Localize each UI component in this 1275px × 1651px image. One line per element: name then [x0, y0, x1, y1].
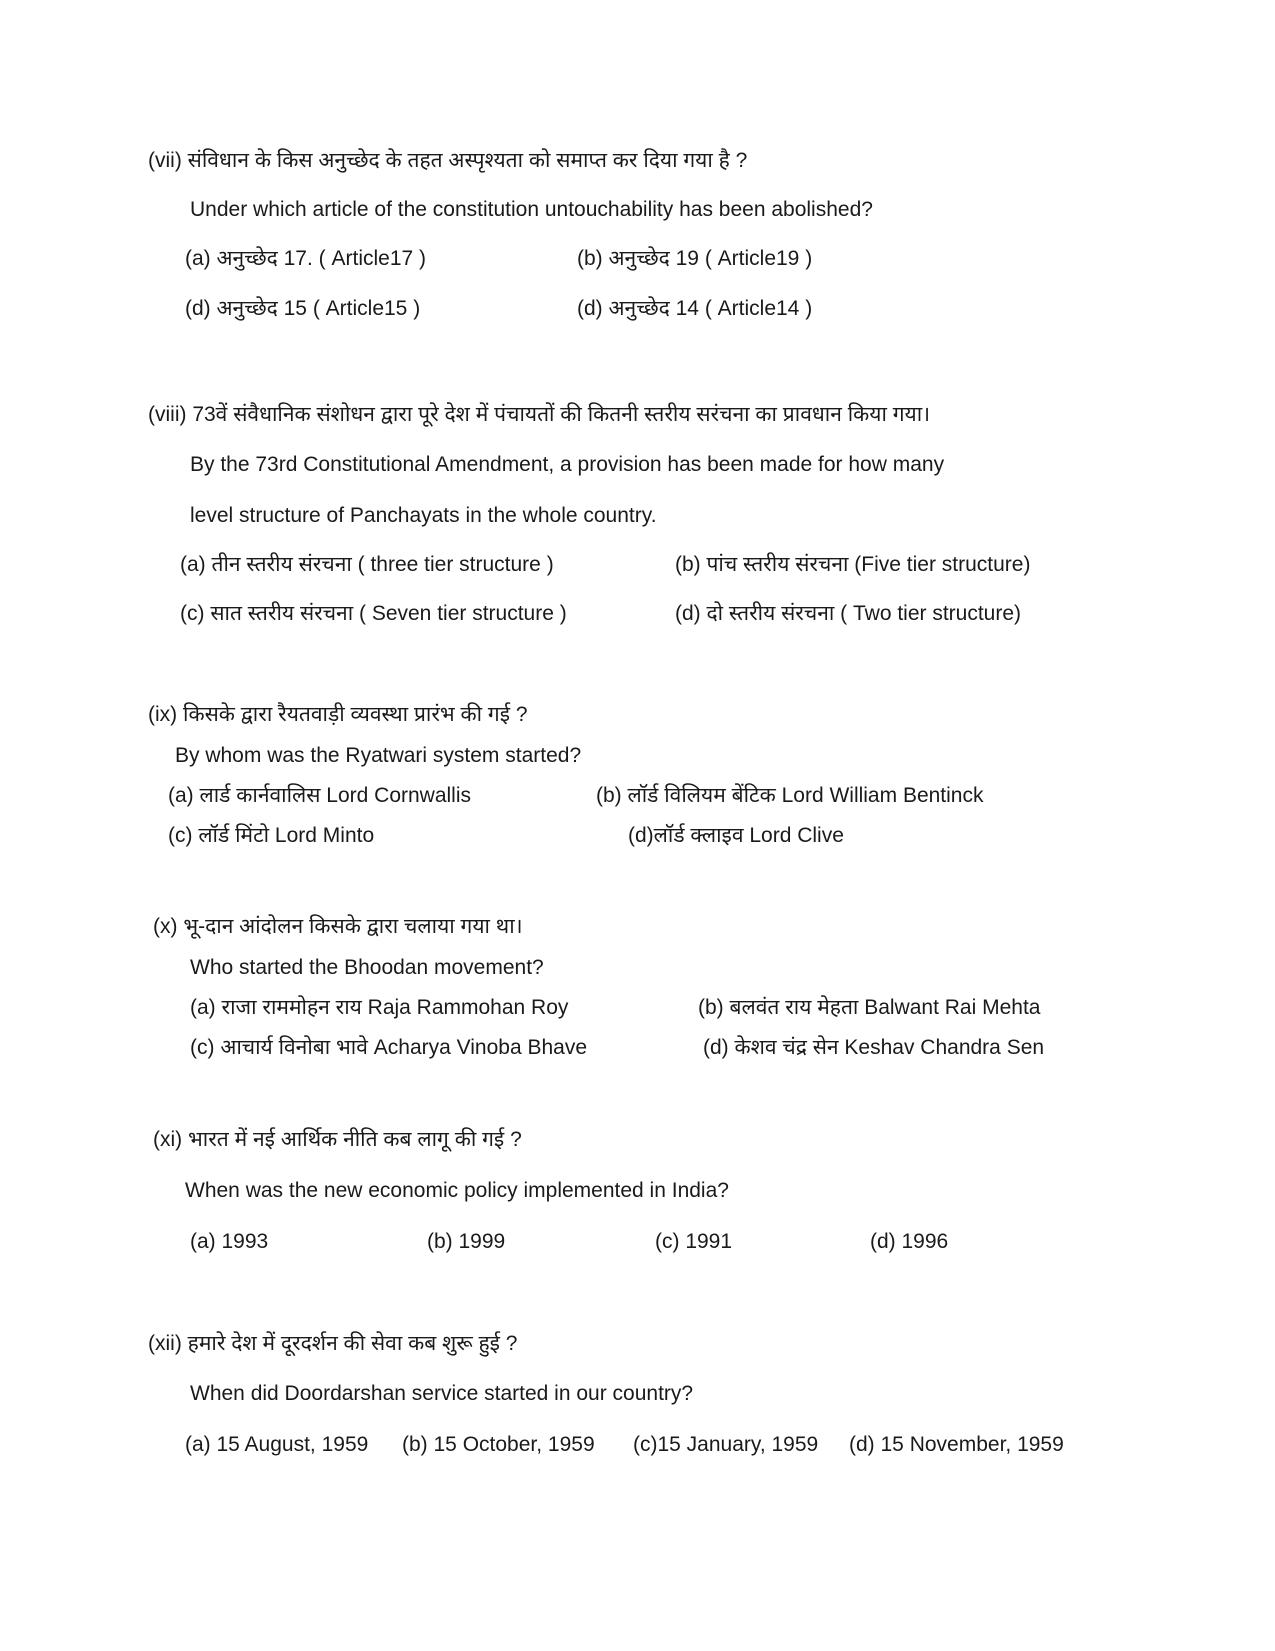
option-c: (c) लॉर्ड मिंटो Lord Minto — [168, 824, 375, 847]
option-d: (d) 15 November, 1959 — [849, 1433, 1064, 1456]
question-hindi: 73वें संवैधानिक संशोधन द्वारा पूरे देश में पंचायतों की कितनी स्तरीय सरंचना का प्रावधान किया गया। — [192, 403, 931, 426]
option-c: (d) अनुच्छेद 15 ( Article15 ) — [185, 297, 421, 320]
question-english: Under which article of the constitution untouchability has been abolished? — [190, 198, 873, 221]
option-a: (a) 1993 — [190, 1230, 269, 1253]
option-d: (d) 1996 — [870, 1230, 949, 1253]
option-d: (d) केशव चंद्र सेन Keshav Chandra Sen — [703, 1036, 1045, 1059]
question-english: By whom was the Ryatwari system started? — [175, 744, 582, 767]
option-b: (b) बलवंत राय मेहता Balwant Rai Mehta — [698, 996, 1041, 1019]
option-c: (c) सात स्तरीय संरचना ( Seven tier structure ) — [180, 602, 567, 625]
question-number: (x) — [153, 915, 178, 938]
option-b: (b) 15 October, 1959 — [402, 1433, 595, 1456]
option-d: (d) दो स्तरीय संरचना ( Two tier structure) — [675, 602, 1022, 625]
question-heading — [148, 401, 930, 429]
question-heading — [148, 701, 528, 729]
question-english: Who started the Bhoodan movement? — [190, 956, 544, 979]
option-a: (a) अनुच्छेद 17. ( Article17 ) — [185, 247, 427, 270]
option-b: (b) पांच स्तरीय संरचना (Five tier structure) — [675, 553, 1031, 576]
option-c: (c) 1991 — [655, 1230, 733, 1253]
question-number: (xi) — [153, 1128, 183, 1151]
option-a: (a) लार्ड कार्नवालिस Lord Cornwallis — [168, 784, 472, 807]
question-number: (viii) — [148, 403, 187, 426]
option-a: (a) 15 August, 1959 — [185, 1433, 369, 1456]
question-hindi: किसके द्वारा रैयतवाड़ी व्यवस्था प्रारंभ की गई ? — [183, 703, 528, 726]
question-hindi: संविधान के किस अनुच्छेद के तहत अस्पृश्यता को समाप्त कर दिया गया है ? — [187, 149, 748, 172]
question-number: (ix) — [148, 703, 178, 726]
option-c: (c) आचार्य विनोबा भावे Acharya Vinoba Bhave — [190, 1036, 588, 1059]
question-hindi: भारत में नई आर्थिक नीति कब लागू की गई ? — [188, 1128, 522, 1151]
question-hindi: हमारे देश में दूरदर्शन की सेवा कब शुरू हुई ? — [187, 1332, 518, 1355]
question-heading — [148, 1330, 517, 1358]
question-english: level structure of Panchayats in the whole country. — [190, 504, 657, 527]
option-b: (b) अनुच्छेद 19 ( Article19 ) — [577, 247, 813, 270]
question-heading — [153, 913, 523, 941]
option-c: (c)15 January, 1959 — [633, 1433, 819, 1456]
option-a: (a) राजा राममोहन राय Raja Rammohan Roy — [190, 996, 569, 1019]
option-d: (d)लॉर्ड क्लाइव Lord Clive — [628, 824, 844, 847]
option-b: (b) लॉर्ड विलियम बेंटिक Lord William Bentinck — [596, 784, 984, 807]
question-number: (vii) — [148, 149, 182, 172]
option-a: (a) तीन स्तरीय संरचना ( three tier structure ) — [180, 553, 554, 576]
question-english: By the 73rd Constitutional Amendment, a provision has been made for how many — [190, 453, 945, 476]
question-heading — [148, 147, 747, 175]
question-number: (xii) — [148, 1332, 182, 1355]
question-hindi: भू-दान आंदोलन किसके द्वारा चलाया गया था। — [183, 915, 523, 938]
option-d: (d) अनुच्छेद 14 ( Article14 ) — [577, 297, 813, 320]
question-heading — [153, 1126, 522, 1154]
question-english: When was the new economic policy implemented in India? — [185, 1179, 729, 1202]
option-b: (b) 1999 — [427, 1230, 506, 1253]
question-english: When did Doordarshan service started in our country? — [190, 1382, 694, 1405]
